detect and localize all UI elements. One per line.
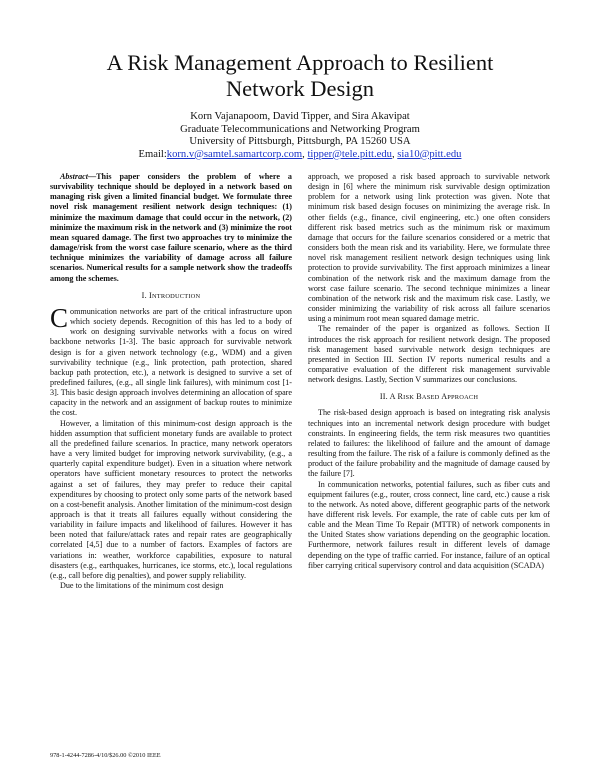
- abstract: [50, 172, 292, 284]
- drop-cap: C: [50, 302, 69, 333]
- risk-paragraph-1: The risk-based design approach is based on integrating risk analysis techniques into an incremental network design procedure with budget constraints. In engineering fields, the term risk measures two quantities related to failures: the likelihood of failure and the amount of damage resulting from the failure. The risk of a failure is commonly defined as the product of the failure probability and the magnitude of damage caused by the failure [7].: [308, 408, 550, 479]
- email-link-korn[interactable]: korn.v@samtel.samartcorp.com: [166, 148, 303, 160]
- title-line-2: Network Design: [225, 76, 375, 101]
- email-line: [40, 149, 560, 162]
- section-title-rest: ASED: [421, 394, 440, 402]
- section-title-initial: A: [441, 392, 448, 402]
- section-title-initial: I: [149, 290, 152, 300]
- section-number: I.: [141, 290, 147, 300]
- section-title-initial: B: [416, 392, 422, 402]
- intro-paragraph-1-text: ommunication networks are part of the critical infrastructure upon which society depends. Recognition of this has led to a body of work on designing survivable networks with a focus on wired backbone networks [1-3]. The basic approach for survivable network design is for a given network technology (e.g., WDM) and a given survivability technique (e.g., link protection, path protection, shared backup path protection, etc.), a network is designed to survive a set of predefined failures, (e.g., all single link failures), with minimum cost [1-3]. This basic design approach involves determining an allocation of spare capacity in the network and an assignment of backup routes to minimize the cost.: [50, 306, 292, 418]
- section-title-rest: ISK: [403, 394, 415, 402]
- email-separator: ,: [391, 148, 398, 160]
- copyright-footer: 978-1-4244-7286-4/10/$26.00 ©2010 IEEE: [50, 752, 161, 759]
- section-title-rest: PPROACH: [447, 394, 479, 402]
- section-number: II.: [379, 392, 388, 402]
- email-link-sira[interactable]: sia10@pitt.edu: [397, 148, 462, 160]
- intro-paragraph-3: Due to the limitations of the minimum cost design: [60, 581, 224, 591]
- right-column: [308, 172, 550, 571]
- affiliation: Graduate Telecommunications and Networking Program: [180, 123, 420, 135]
- university-address: University of Pittsburgh, Pittsburgh, PA 15260 USA: [189, 136, 411, 148]
- section-heading-introduction: [50, 291, 292, 302]
- title-line-1: A Risk Management Approach to Resilient: [106, 50, 494, 75]
- author-block: [40, 111, 560, 161]
- intro-paragraph-2: However, a limitation of this minimum-cost design approach is the hidden assumption that sufficient monetary funds are available to protect all the predefined failure scenarios. In practice, many network operators have a very limited budget for improving network survivability, (e.g., a quarterly capital expenditure budget). Even in a situation where network operators have sufficient monetary resources to protect the networks against a set of failures, they may prefer to reduce their capital expenditures by choosing to protect only some parts of the network based on a cost-benefit analysis. Another limitation of the minimum-cost design approach is that it treats all failures equally without considering the variability in failure impacts and likelihood of failures. However it has been noted that failure/attack rates and repair rates are geographically correlated [4,5] due to a number of factors. Examples of factors are variations in: weather, workforce capabilities, exposure to natural disasters (e.g., earthquakes, hurricanes, ice storms, etc.), local regulations (e.g., call before dig penalties), and power supply reliability.: [50, 418, 292, 580]
- email-separator: ,: [302, 148, 308, 160]
- intro-paragraph-1: [50, 302, 292, 419]
- section-title-initial: R: [397, 392, 404, 402]
- abstract-text: —This paper considers the problem of where a survivability technique should be deployed in a network based on managing risk given a limited financial budget. We formulate three novel risk management resilient network design techniques: (1) minimize the maximum damage that could occur in the network, (2) minimize the maximum risk in the network and (3) minimize the root mean squared damage. The first two approaches try to minimize the damage/risk from the worst case failure scenario, where as the third technique minimizes the variability of damage across all failure scenarios. Numerical results for a sample network show the tradeoffs among the schemes.: [50, 172, 292, 283]
- email-label: Email:: [138, 148, 167, 160]
- risk-paragraph-2: In communication networks, potential failures, such as fiber cuts and equipment failures (e.g., router, cross connect, line card, etc.) cause a risk to the network. As noted above, different geographic parts of the network have different risk levels. For example, the rate of cable cuts per km of cable and the Mean Time To Repair (MTTR) of network components in the United States show variations depending on the geographic location. Furthermore, network failures result in different levels of damage depending on the type of traffic carried. For instance, failure of an optical fiber carrying critical supervisory control and data acquisition (SCADA): [308, 479, 550, 570]
- section-heading-risk-based-approach: [308, 392, 550, 403]
- paper-title: [40, 50, 560, 102]
- email-link-tipper[interactable]: tipper@tele.pitt.edu: [307, 148, 392, 160]
- author-names: Korn Vajanapoom, David Tipper, and Sira Akavipat: [190, 111, 410, 122]
- section-title-initial: A: [389, 392, 396, 402]
- abstract-label: Abstract: [60, 172, 88, 181]
- body-paragraph-continued: approach, we proposed a risk based approach to survivable network design in [6] where the minimum risk survivable design optimization problem for a network using link protection was given. Note that minimum risk based design focuses on minimizing the average risk. In other fields (e.g., finance, civil engineering, etc.) one often considers different risk based metrics such as the minimum risk or maximum damage that occurs for the failure scenarios considered or a metric that considers both the mean risk and its variability. Here, we formulate three novel risk management resilient network design techniques using link protection to provide survivability. The first approach minimizes a linear combination of the network risk and the maximum damage from the worst case failure scenario. The second technique minimizes a linear combination of the network risk and the maximum risk case. Lastly, we consider minimizing the variability of risk across all failure scenarios using a minimum root mean squared damage metric.: [308, 172, 550, 324]
- body-paragraph-outline: The remainder of the paper is organized as follows. Section II introduces the risk approach for resilient network design. The proposed risk management based survivable network design techniques are presented in Section III. Section IV reports numerical results and a comparative evaluation of the different risk management survivable network designs. Lastly, Section V summarizes our conclusions.: [308, 324, 550, 385]
- section-title-rest: NTRODUCTION: [151, 292, 201, 300]
- left-column: [50, 172, 292, 591]
